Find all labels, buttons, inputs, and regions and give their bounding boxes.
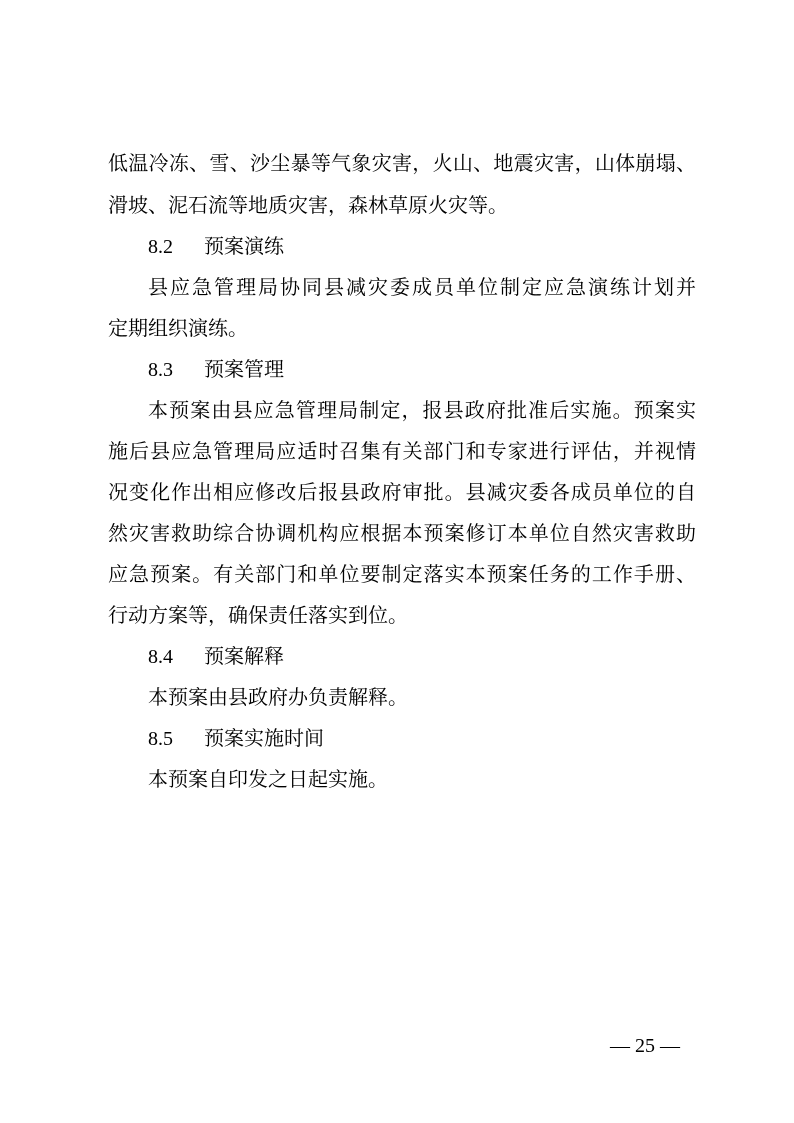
section-heading-8-3 xyxy=(148,356,284,383)
section-heading-8-4 xyxy=(148,643,284,670)
paragraph-line: 定期组织演练。 xyxy=(108,316,248,340)
paragraph-line: 然灾害救助综合协调机构应根据本预案修订本单位自然灾害救助 xyxy=(108,521,696,545)
section-title: 预案解释 xyxy=(204,644,284,668)
section-number: 8.5 xyxy=(148,728,173,750)
paragraph-line: 行动方案等，确保责任落实到位。 xyxy=(108,603,408,627)
paragraph-line: 本预案由县应急管理局制定，报县政府批准后实施。预案实 xyxy=(148,398,696,422)
paragraph-line: 低温冷冻、雪、沙尘暴等气象灾害，火山、地震灾害，山体崩塌、 xyxy=(108,151,696,175)
section-heading-8-5 xyxy=(148,725,324,752)
paragraph-line: 滑坡、泥石流等地质灾害，森林草原火灾等。 xyxy=(108,193,508,217)
paragraph-line: 县应急管理局协同县减灾委成员单位制定应急演练计划并 xyxy=(148,275,696,299)
section-title: 预案演练 xyxy=(204,234,284,258)
paragraph-line: 况变化作出相应修改后报县政府审批。县减灾委各成员单位的自 xyxy=(108,480,696,504)
section-number: 8.3 xyxy=(148,359,173,381)
page-number: — 25 — xyxy=(610,1035,680,1057)
section-number: 8.2 xyxy=(148,236,173,258)
paragraph-line: 本预案由县政府办负责解释。 xyxy=(148,685,408,709)
section-title: 预案管理 xyxy=(204,357,284,381)
section-title: 预案实施时间 xyxy=(204,726,324,750)
paragraph-line: 本预案自印发之日起实施。 xyxy=(148,767,388,791)
section-heading-8-2 xyxy=(148,233,284,260)
paragraph-line: 施后县应急管理局应适时召集有关部门和专家进行评估，并视情 xyxy=(108,439,696,463)
section-number: 8.4 xyxy=(148,646,173,668)
paragraph-line: 应急预案。有关部门和单位要制定落实本预案任务的工作手册、 xyxy=(108,562,696,586)
